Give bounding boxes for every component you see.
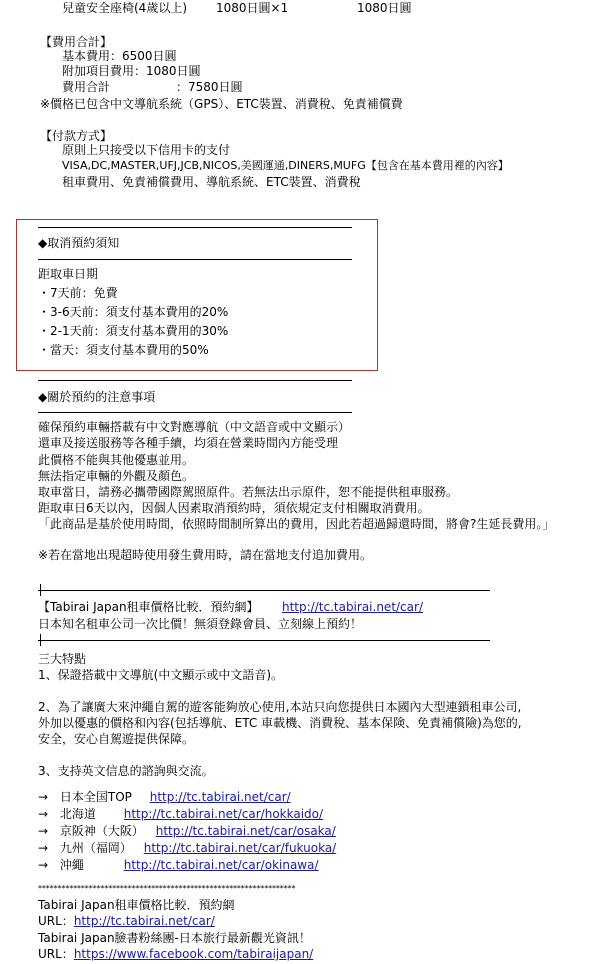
arrow-icon: → <box>38 807 49 821</box>
divider <box>38 412 352 413</box>
link-row <box>38 806 323 822</box>
link-row <box>38 857 319 873</box>
features-heading: 三大特點 <box>38 652 87 666</box>
notes-extra: ※若在當地出現超時使用發生費用時，請在當地支付追加費用。 <box>38 548 373 562</box>
cancel-item: ・7天前：免費 <box>38 286 118 300</box>
fees-note: ※價格已包含中文導航系統（GPS）、ETC裝置、消費稅、免責補償費 <box>40 97 403 111</box>
footer-url-label: URL： <box>38 914 74 928</box>
divider <box>38 259 352 260</box>
region-link-top[interactable]: http://tc.tabirai.net/car/ <box>149 790 291 804</box>
region-link-okinawa[interactable]: http://tc.tabirai.net/car/okinawa/ <box>123 858 319 872</box>
fb-url-row <box>38 946 313 962</box>
arrow-icon: → <box>38 790 49 804</box>
payment-heading: 【付款方式】 <box>40 129 113 143</box>
divider-tick <box>40 584 41 596</box>
divider <box>38 640 490 641</box>
notes-line: 「此商品是基於使用時間，依照時間制所算出的費用，因此若超過歸還時間，將會?生延長費用。」 <box>38 517 555 531</box>
notes-line: 取車當日，請務必攜帶國際駕照原件。若無法出示原件，恕不能提供租車服務。 <box>38 485 459 499</box>
link-row <box>38 789 291 805</box>
star-divider: ****************************************************************** <box>38 884 296 893</box>
divider <box>38 380 352 381</box>
fb-url-label: URL： <box>38 947 74 961</box>
cancel-item: ・3-6天前：須支付基本費用的20% <box>38 305 229 319</box>
fb-url-link[interactable]: https://www.facebook.com/tabiraijapan/ <box>73 947 314 961</box>
payment-cards: VISA,DC,MASTER,UFJ,JCB,NICOS,美國運通,DINERS,MUFG【包含在基本費用裡的內容】 <box>62 159 509 172</box>
notes-line: 確保預約車輛搭載有中文對應導航（中文語音或中文顯示） <box>38 420 351 434</box>
payment-line1: 原則上只接受以下信用卡的支付 <box>62 143 231 157</box>
cancel-item: ・2-1天前：須支付基本費用的30% <box>38 324 229 338</box>
cancel-heading: ◆取消預約須知 <box>38 236 120 250</box>
link-region-name: 沖繩 <box>59 858 84 872</box>
divider <box>38 227 352 228</box>
link-region-name: 九州（福岡） <box>59 841 132 855</box>
arrow-icon: → <box>38 824 49 838</box>
region-link-fukuoka[interactable]: http://tc.tabirai.net/car/fukuoka/ <box>143 841 337 855</box>
link-row <box>38 840 336 856</box>
arrow-icon: → <box>38 841 49 855</box>
banner-tagline: 日本知名租車公司一次比價！無須登錄會員、立刻線上預約！ <box>38 617 363 631</box>
region-link-osaka[interactable]: http://tc.tabirai.net/car/osaka/ <box>155 824 336 838</box>
child-seat-item: 兒童安全座椅(4歲以上) <box>62 1 187 15</box>
feature-2-line: 2、為了讓廣大來沖繩自駕的遊客能夠放心使用,本站只向您提供日本國內大型連鎖租車公司, <box>38 700 522 714</box>
divider-tick <box>40 634 41 646</box>
link-region-name: 北海道 <box>59 807 96 821</box>
region-link-hokkaido[interactable]: http://tc.tabirai.net/car/hokkaido/ <box>123 807 324 821</box>
fees-total-value: ：7580日圓 <box>176 80 243 94</box>
notes-heading: ◆關於預約的注意事項 <box>38 390 156 404</box>
cancel-subheading: 距取車日期 <box>38 267 99 281</box>
fees-extra: 附加項目費用：1080日圓 <box>62 64 201 78</box>
fees-basic: 基本費用：6500日圓 <box>62 49 177 63</box>
payment-line3: 租車費用、免責補償費用、導航系統、ETC裝置、消費稅 <box>62 175 361 189</box>
cancel-item: ・當天：須支付基本費用的50% <box>38 343 209 357</box>
notes-line: 距取車日6天以內，因個人因素取消預約時，須依規定支付相關取消費用。 <box>38 501 430 515</box>
link-region-name: 京阪神（大阪） <box>59 824 144 838</box>
feature-2-line: 外加以優惠的價格和內容(包括導航、ETC 車載機、消費稅、基本保険、免責補償險)為您的, <box>38 716 522 730</box>
link-row <box>38 823 336 839</box>
arrow-icon: → <box>38 858 49 872</box>
banner-name: 【Tabirai Japan租車價格比較．預約網】 <box>38 600 259 614</box>
feature-2-line: 安全，安心自駕遊提供保障。 <box>38 732 195 746</box>
notes-line: 無法指定車輛的外觀及顏色。 <box>38 469 195 483</box>
footer-url-row <box>38 913 215 929</box>
feature-3: 3、支持英文信息的諮詢與交流。 <box>38 764 214 778</box>
notes-line: 此價格不能與其他優惠並用。 <box>38 453 195 467</box>
banner-link[interactable]: http://tc.tabirai.net/car/ <box>282 600 423 614</box>
fees-heading: 【費用合計】 <box>40 35 113 49</box>
fb-title: Tabirai Japan臉書粉絲團-日本旅行最新觀光資訊！ <box>38 931 311 945</box>
divider <box>38 590 490 591</box>
feature-1: 1、保證搭載中文導航(中文顯示或中文語音)。 <box>38 668 283 682</box>
footer-url-link[interactable]: http://tc.tabirai.net/car/ <box>73 914 215 928</box>
child-seat-total: 1080日圓 <box>357 1 412 15</box>
child-seat-price: 1080日圓×1 <box>216 1 289 15</box>
notes-line: 還車及接送服務等各種手續，均須在營業時間內方能受理 <box>38 436 339 450</box>
link-region-name: 日本全国TOP <box>59 790 132 804</box>
fees-total-label: 費用合計 <box>62 80 111 94</box>
footer-title: Tabirai Japan租車價格比較．預約網 <box>38 898 235 912</box>
